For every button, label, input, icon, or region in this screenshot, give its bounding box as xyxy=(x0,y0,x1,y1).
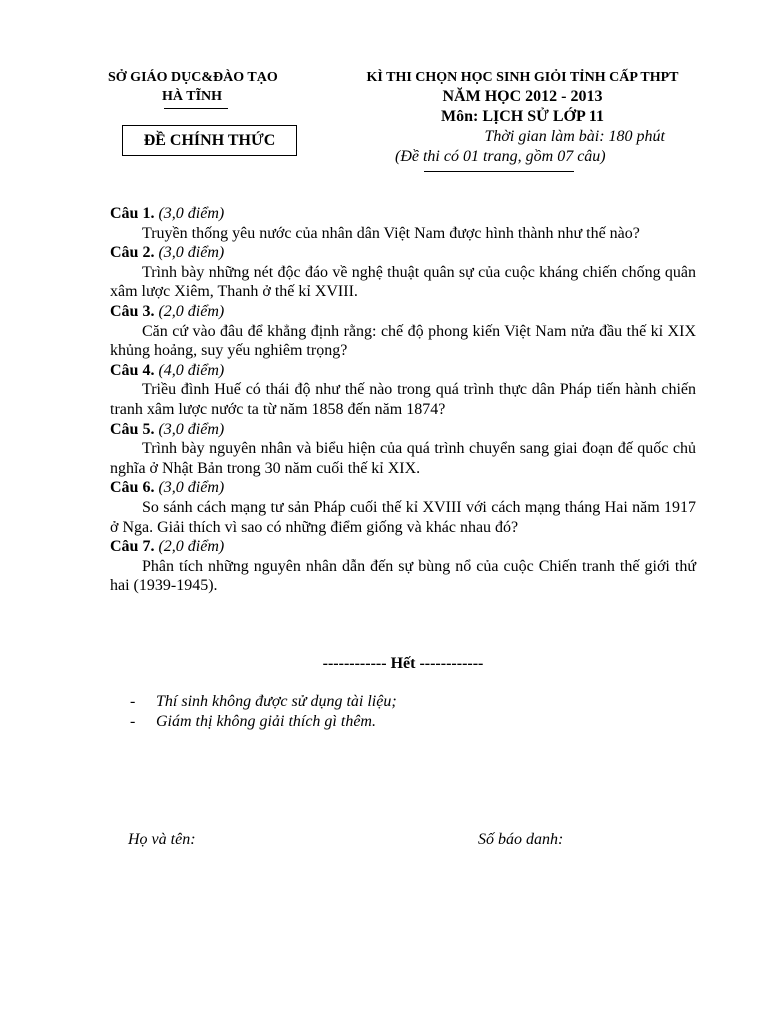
header-left xyxy=(108,68,308,106)
question-number: Câu 4. xyxy=(110,361,155,379)
candidate-name-label: Họ và tên: xyxy=(128,831,196,848)
province-underline xyxy=(164,108,228,109)
question-points: (4,0 điểm) xyxy=(158,361,225,379)
note-text: Giám thị không giải thích gì thêm. xyxy=(156,713,376,730)
question-heading xyxy=(110,537,696,557)
question-number: Câu 1. xyxy=(110,205,155,222)
note-text: Thí sinh không được sử dụng tài liệu; xyxy=(156,693,397,710)
question-text: Truyền thống yêu nước của nhân dân Việt Nam được hình thành như thế nào? xyxy=(142,224,640,242)
question-heading xyxy=(110,204,696,224)
question-points: (2,0 điểm) xyxy=(158,302,225,320)
official-label: ĐỀ CHÍNH THỨC xyxy=(143,132,276,149)
exam-info: (Đề thi có 01 trang, gồm 07 câu) xyxy=(395,148,606,165)
question-item xyxy=(110,204,696,243)
question-item xyxy=(110,420,696,479)
question-points: (3,0 điểm) xyxy=(158,479,225,497)
question-item xyxy=(110,361,696,420)
question-text: So sánh cách mạng tư sản Pháp cuối thế kỉ XVIII với cách mạng tháng Hai năm 1917 ở Nga. Giải thích vì sao có những điểm giống và khác nhau đó? xyxy=(110,498,696,536)
time-limit: Thời gian làm bài: 180 phút xyxy=(484,128,665,145)
question-number: Câu 6. xyxy=(110,479,155,497)
school-year: NĂM HỌC 2012 - 2013 xyxy=(442,88,603,105)
end-marker: ------------ Hết ------------ xyxy=(322,655,484,672)
question-item xyxy=(110,537,696,596)
header-underline xyxy=(424,171,574,172)
question-number: Câu 7. xyxy=(110,538,155,556)
subject: Môn: LỊCH SỬ LỚP 11 xyxy=(441,108,604,125)
note-item xyxy=(130,692,397,712)
official-exam-box xyxy=(122,125,297,156)
candidate-id-label: Số báo danh: xyxy=(478,831,564,848)
question-text: Căn cứ vào đâu để khẳng định rằng: chế độ phong kiến Việt Nam nửa đầu thế kỉ XIX khủng hoảng, suy yếu nghiêm trọng? xyxy=(110,322,696,360)
question-points: (3,0 điểm) xyxy=(158,420,225,438)
question-item xyxy=(110,478,696,537)
exam-title: KÌ THI CHỌN HỌC SINH GIỎI TỈNH CẤP THPT xyxy=(366,70,679,85)
question-number: Câu 3. xyxy=(110,302,155,320)
question-heading xyxy=(110,302,696,322)
note-item xyxy=(130,712,397,732)
exam-notes xyxy=(130,692,397,732)
question-text: Trình bày những nét độc đáo về nghệ thuật quân sự của cuộc kháng chiến chống quân xâm lược Xiêm, Thanh ở thế kỉ XVIII. xyxy=(110,263,696,301)
question-points: (3,0 điểm) xyxy=(158,205,225,222)
question-heading xyxy=(110,478,696,498)
question-heading xyxy=(110,243,696,263)
note-bullet: - xyxy=(130,713,136,730)
question-number: Câu 2. xyxy=(110,244,155,262)
question-text: Phân tích những nguyên nhân dẫn đến sự bùng nổ của cuộc Chiến tranh thế giới thứ hai (1939-1945). xyxy=(110,557,696,595)
department-name: SỞ GIÁO DỤC&ĐÀO TẠO xyxy=(108,70,278,85)
question-number: Câu 5. xyxy=(110,420,155,438)
question-text: Triều đình Huế có thái độ như thế nào trong quá trình thực dân Pháp tiến hành chiến tranh xâm lược nước ta từ năm 1858 đến năm 1874? xyxy=(110,381,696,418)
question-item xyxy=(110,243,696,302)
question-heading xyxy=(110,420,696,440)
note-bullet: - xyxy=(130,693,136,710)
header-right xyxy=(345,68,700,167)
question-points: (2,0 điểm) xyxy=(158,538,225,556)
question-text: Trình bày nguyên nhân và biểu hiện của quá trình chuyển sang giai đoạn đế quốc chủ nghĩa ở Nhật Bản trong 30 năm cuối thế kỉ XIX. xyxy=(110,440,696,477)
question-list xyxy=(110,204,696,596)
question-heading xyxy=(110,361,696,381)
question-item xyxy=(110,302,696,361)
province-name: HÀ TĨNH xyxy=(162,89,223,104)
question-points: (3,0 điểm) xyxy=(158,244,225,262)
